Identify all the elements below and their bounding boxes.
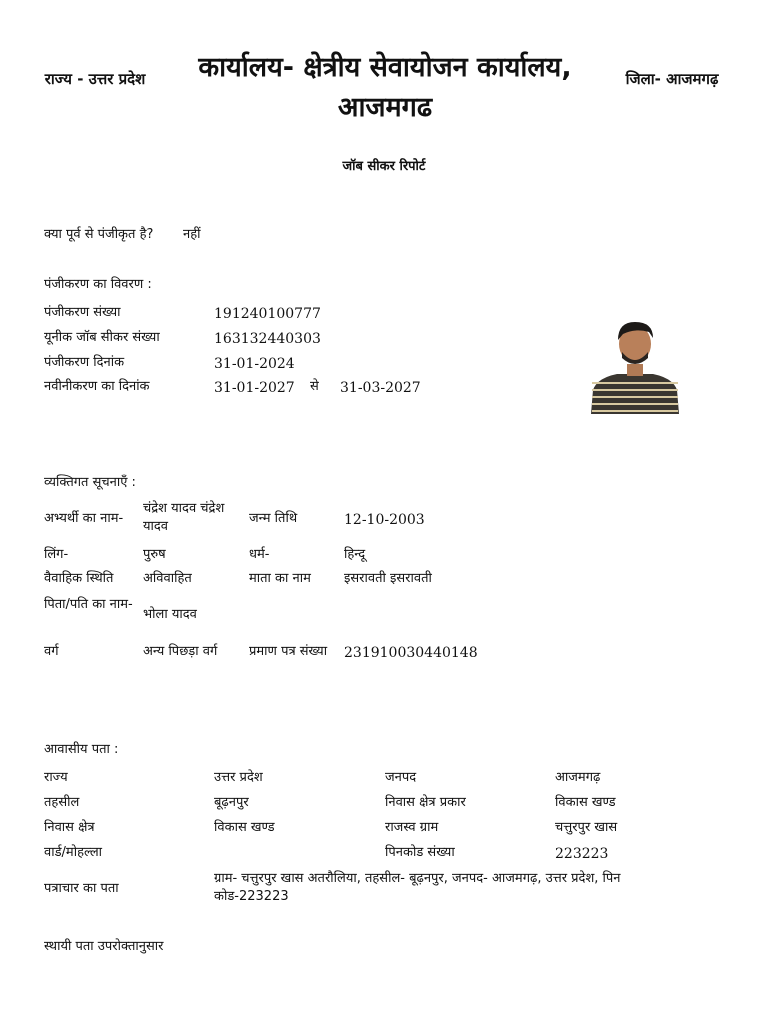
certificate-number-label: प्रमाण पत्र संख्या — [249, 644, 328, 659]
revenue-village: चत्तुरपुर खास — [555, 820, 618, 835]
candidate-name-label: अभ्यर्थी का नाम- — [44, 511, 124, 526]
tehsil-label: तहसील — [44, 795, 80, 810]
registration-number-label: पंजीकरण संख्या — [44, 305, 121, 320]
ward-label: वार्ड/मोहल्ला — [44, 845, 103, 860]
postal-address: ग्राम- चत्तुरपुर खास अतरौलिया, तहसील- बूढ़नपुर, जनपद- आजमगढ़, उत्तर प्रदेश, पिन कोड-223223 — [214, 871, 621, 904]
personal-heading: व्यक्तिगत सूचनाएँ : — [44, 475, 136, 490]
revenue-village-label: राजस्व ग्राम — [385, 820, 439, 835]
permanent-address-note: स्थायी पता उपरोक्तानुसार — [44, 939, 164, 954]
area-type-label: निवास क्षेत्र प्रकार — [385, 795, 466, 810]
prior-registration-question: क्या पूर्व से पंजीकृत है? — [44, 227, 154, 242]
dob: 12-10-2003 — [344, 512, 425, 528]
candidate-name: चंद्रेश यादव चंद्रेश यादव — [143, 501, 225, 534]
renewal-date-label: नवीनीकरण का दिनांक — [44, 379, 150, 394]
religion: हिन्दू — [344, 547, 366, 562]
district-header: जिला- आजमगढ़ — [625, 70, 719, 88]
address-district-label: जनपद — [385, 770, 417, 785]
gender: पुरुष — [143, 547, 166, 562]
category-label: वर्ग — [44, 644, 59, 659]
certificate-number: 231910030440148 — [344, 645, 478, 661]
unique-id: 163132440303 — [214, 331, 321, 347]
prior-registration-answer: नहीं — [183, 227, 201, 242]
tehsil: बूढ़नपुर — [214, 795, 249, 810]
office-title: कार्यालय- क्षेत्रीय सेवायोजन कार्यालय, आजमगढ — [198, 52, 572, 123]
registration-date: 31-01-2024 — [214, 356, 295, 372]
address-state-label: राज्य — [44, 770, 68, 785]
pincode: 223223 — [555, 846, 609, 862]
area-type: विकास खण्ड — [555, 795, 616, 810]
renewal-separator: से — [310, 379, 319, 394]
address-heading: आवासीय पता : — [44, 742, 119, 757]
renewal-from: 31-01-2027 — [214, 380, 295, 396]
address-district: आजमगढ़ — [555, 770, 601, 785]
area: विकास खण्ड — [214, 820, 275, 835]
father-name-label: पिता/पति का नाम- — [44, 597, 133, 612]
marital-status-label: वैवाहिक स्थिति — [44, 571, 114, 586]
registration-date-label: पंजीकरण दिनांक — [44, 355, 125, 370]
renewal-to: 31-03-2027 — [340, 380, 421, 396]
registration-number: 191240100777 — [214, 306, 321, 322]
gender-label: लिंग- — [44, 547, 69, 562]
marital-status: अविवाहित — [143, 571, 192, 586]
pincode-label: पिनकोड संख्या — [385, 845, 455, 860]
mother-name: इसरावती इसरावती — [344, 571, 432, 586]
address-state: उत्तर प्रदेश — [214, 770, 263, 785]
registration-heading: पंजीकरण का विवरण : — [44, 277, 152, 292]
unique-id-label: यूनीक जॉब सीकर संख्या — [44, 330, 160, 345]
father-name: भोला यादव — [143, 607, 197, 622]
dob-label: जन्म तिथि — [249, 511, 298, 526]
category: अन्य पिछड़ा वर्ग — [143, 644, 218, 659]
state-header: राज्य - उत्तर प्रदेश — [44, 70, 146, 88]
applicant-photo — [587, 318, 683, 414]
religion-label: धर्म- — [249, 547, 270, 562]
mother-name-label: माता का नाम — [249, 571, 311, 586]
postal-address-label: पत्राचार का पता — [44, 881, 119, 896]
report-title: जॉब सीकर रिपोर्ट — [342, 159, 426, 174]
area-label: निवास क्षेत्र — [44, 820, 95, 835]
